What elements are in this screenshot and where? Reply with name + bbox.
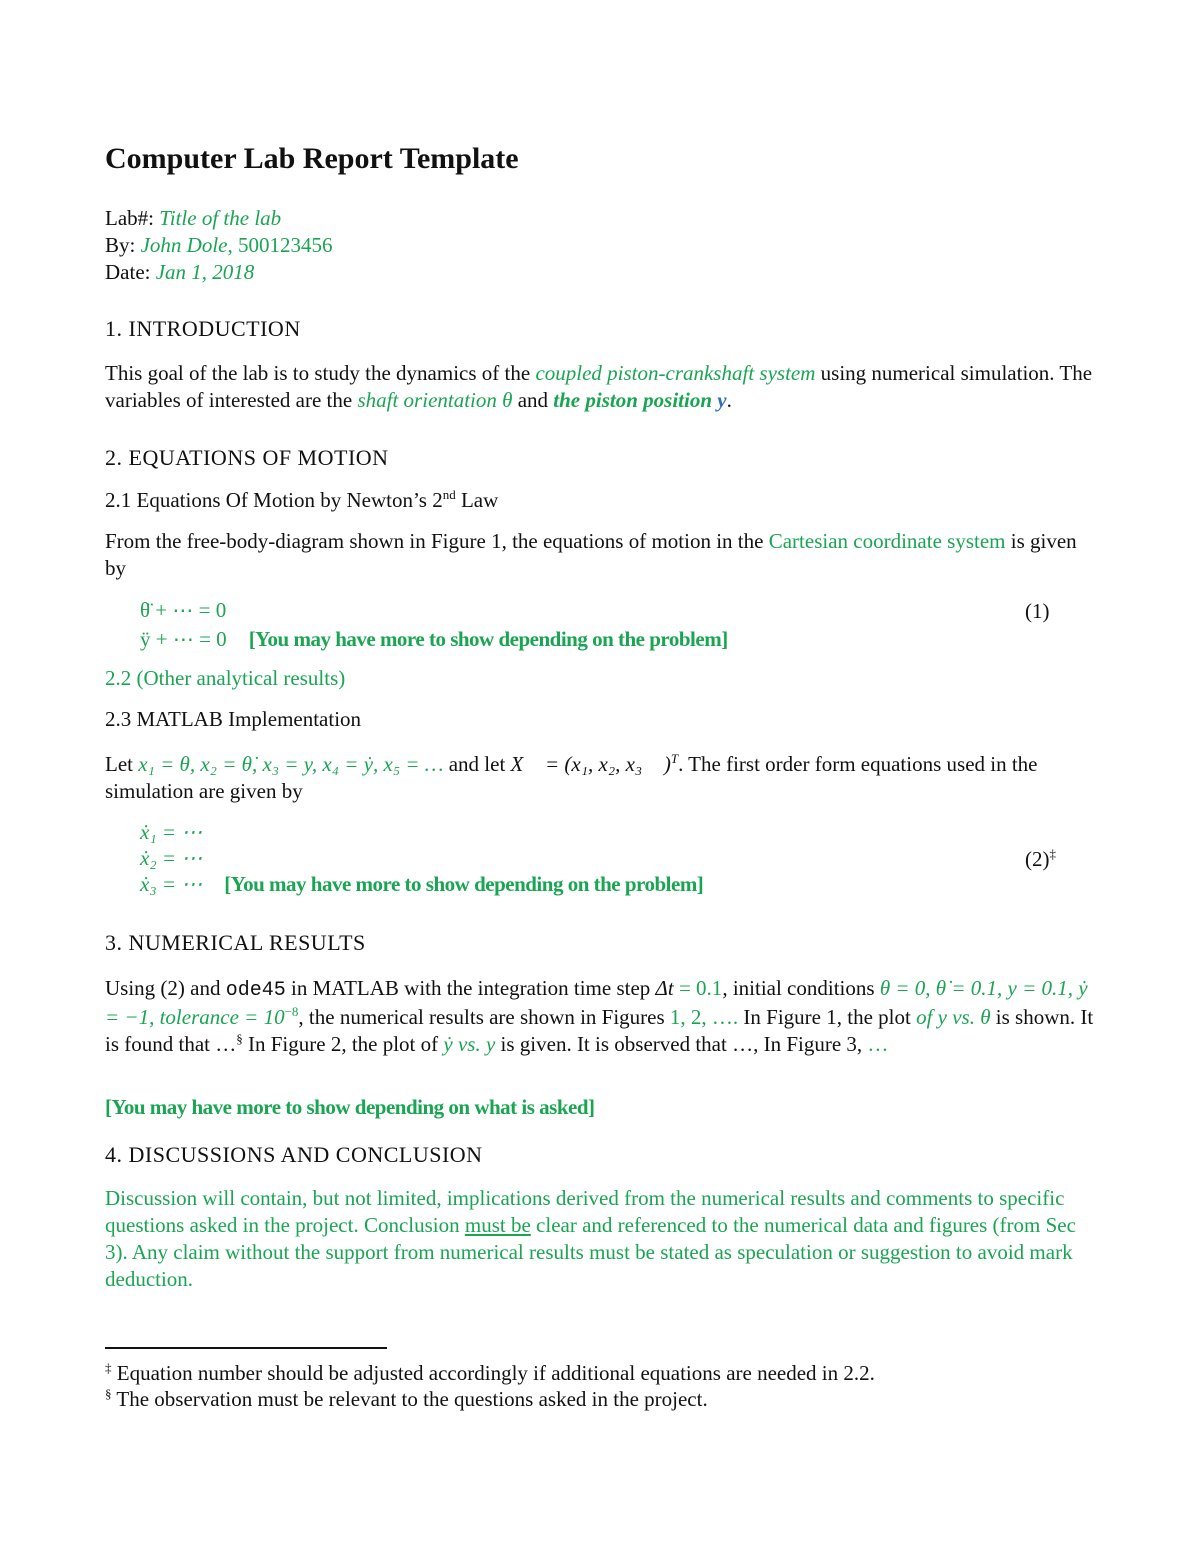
results-text-8: is given. It is observed that …, In Figure 3,: [495, 1032, 868, 1056]
meta-by: [105, 232, 333, 259]
results-text-1: Using (2) and: [105, 976, 226, 1000]
state-definitions: x₁ = θ, x₂ = θ̇, x₃ = y, x₄ = ẏ, x₅ = …: [138, 752, 444, 776]
footnote-1: [105, 1360, 875, 1387]
equation-2c: ẋ₃ = ⋯: [140, 872, 203, 896]
equation-1a: θ̈ + ⋯ = 0: [140, 598, 227, 622]
time-step-symbol: Δt: [655, 976, 674, 1000]
author-name: John Dole: [140, 233, 228, 257]
let-text-1: Let: [105, 752, 139, 776]
intro-text-2: using numerical simulation. The variables of interested are the: [105, 361, 1093, 412]
document-title: Computer Lab Report Template: [105, 142, 519, 175]
fbd-text-2: is given by: [105, 529, 1077, 580]
discussion-text-1: Discussion will contain, but not limited, implications derived from the numerical results and comments to specific questions asked in the project. Conclusion: [105, 1186, 1065, 1237]
equation-1b-row: [140, 626, 728, 653]
subsection-2-1-sup: nd: [442, 487, 456, 502]
footnote-1-text: Equation number should be adjusted accordingly if additional equations are needed in 2.2.: [111, 1361, 875, 1385]
lab-label: Lab#:: [105, 206, 160, 230]
time-step-value: = 0.1: [673, 976, 723, 1000]
results-text-3: , initial conditions: [722, 976, 880, 1000]
footnote-2-text: The observation must be relevant to the questions asked in the project.: [111, 1387, 708, 1411]
footnote-ref-dagger: ‡: [1049, 846, 1056, 861]
subsection-2-1-text: 2.1 Equations Of Motion by Newton’s 2: [105, 488, 443, 512]
results-text-6: is shown. It is found that …: [105, 1005, 1094, 1056]
plot-2-label: ẏ vs. y: [443, 1032, 496, 1056]
results-text-5: In Figure 1, the plot: [738, 1005, 917, 1029]
footnote-2-mark: §: [105, 1386, 112, 1401]
intro-text-1: This goal of the lab is to study the dynamics of the: [105, 361, 536, 385]
subsection-2-3: 2.3 MATLAB Implementation: [105, 707, 362, 731]
fbd-cartesian: Cartesian coordinate system: [768, 529, 1006, 553]
equation-2c-row: [140, 871, 703, 898]
intro-text-4: .: [726, 388, 732, 412]
intro-text-3: and: [512, 388, 554, 412]
figure-refs: 1, 2, ….: [669, 1005, 739, 1029]
equation-2-label: (2): [1025, 847, 1050, 871]
by-label: By:: [105, 233, 141, 257]
intro-paragraph: [105, 360, 1095, 414]
equation-2-number: [1025, 847, 1056, 872]
section-heading-introduction: 1. INTRODUCTION: [105, 316, 301, 341]
section-heading-discussion: 4. DISCUSSIONS AND CONCLUSION: [105, 1142, 483, 1167]
tolerance-exponent: −8: [284, 1004, 299, 1019]
meta-lab: [105, 205, 281, 232]
note-more-equations: [You may have more to show depending on the problem]: [248, 627, 728, 651]
footnote-ref-section: §: [236, 1031, 243, 1046]
results-ellipsis: …: [867, 1032, 889, 1056]
section-heading-equations: 2. EQUATIONS OF MOTION: [105, 445, 389, 470]
intro-system: coupled piston-crankshaft system: [535, 361, 816, 385]
equation-2b: ẋ₂ = ⋯: [140, 846, 203, 870]
discussion-text-2: clear and referenced to the numerical data and figures (from Sec 3). Any claim without the support from numerical results must be stated as speculation or suggestion to avoid mark deduction.: [105, 1213, 1076, 1291]
state-variables-paragraph: [105, 751, 1095, 805]
subsection-2-1-end: Law: [455, 488, 499, 512]
equation-2a: ẋ₁ = ⋯: [140, 820, 203, 844]
subsection-2-1: [105, 487, 498, 514]
discussion-paragraph: [105, 1185, 1095, 1293]
equation-1b: ÿ + ⋯ = 0: [140, 627, 227, 651]
results-text-4: , the numerical results are shown in Figures: [298, 1005, 670, 1029]
intro-piston: the piston position: [553, 388, 718, 412]
footnote-separator: [105, 1347, 387, 1349]
date-value: Jan 1, 2018: [155, 260, 255, 284]
note-more-equations-2: [You may have more to show depending on the problem]: [224, 872, 704, 896]
ode45-code: ode45: [225, 979, 286, 1002]
let-text-3: . The first order form equations used in the simulation are given by: [105, 752, 1038, 803]
intro-shaft: shaft orientation θ: [357, 388, 513, 412]
equation-1-number: (1): [1025, 599, 1050, 623]
let-text-2: and let: [443, 752, 511, 776]
footnote-1-mark: ‡: [105, 1360, 112, 1375]
subsection-2-2: 2.2 (Other analytical results): [105, 666, 346, 690]
fbd-paragraph: [105, 528, 1095, 582]
fbd-text-1: From the free-body-diagram shown in Figure 1, the equations of motion in the: [105, 529, 769, 553]
intro-y: y: [717, 388, 727, 412]
lab-title: Title of the lab: [159, 206, 282, 230]
results-text-2: in MATLAB with the integration time step: [285, 976, 656, 1000]
date-label: Date:: [105, 260, 156, 284]
initial-conditions: θ = 0, θ̇ = 0.1, y = 0.1, ẏ = −1, tolerance = 10: [105, 976, 1088, 1029]
discussion-must-be: must be: [464, 1213, 531, 1237]
state-vector-transpose: T: [670, 751, 679, 766]
state-vector: X⃗ = (x₁, x₂, x₃ ⋯): [510, 752, 671, 776]
results-paragraph: [105, 975, 1095, 1058]
meta-date: [105, 259, 254, 286]
results-text-7: In Figure 2, the plot of: [242, 1032, 444, 1056]
section-heading-results: 3. NUMERICAL RESULTS: [105, 930, 366, 955]
student-id: , 500123456: [227, 233, 333, 257]
plot-1-label: of y vs. θ: [916, 1005, 991, 1029]
note-more-results: [You may have more to show depending on what is asked]: [105, 1095, 595, 1119]
footnote-2: [105, 1386, 708, 1413]
